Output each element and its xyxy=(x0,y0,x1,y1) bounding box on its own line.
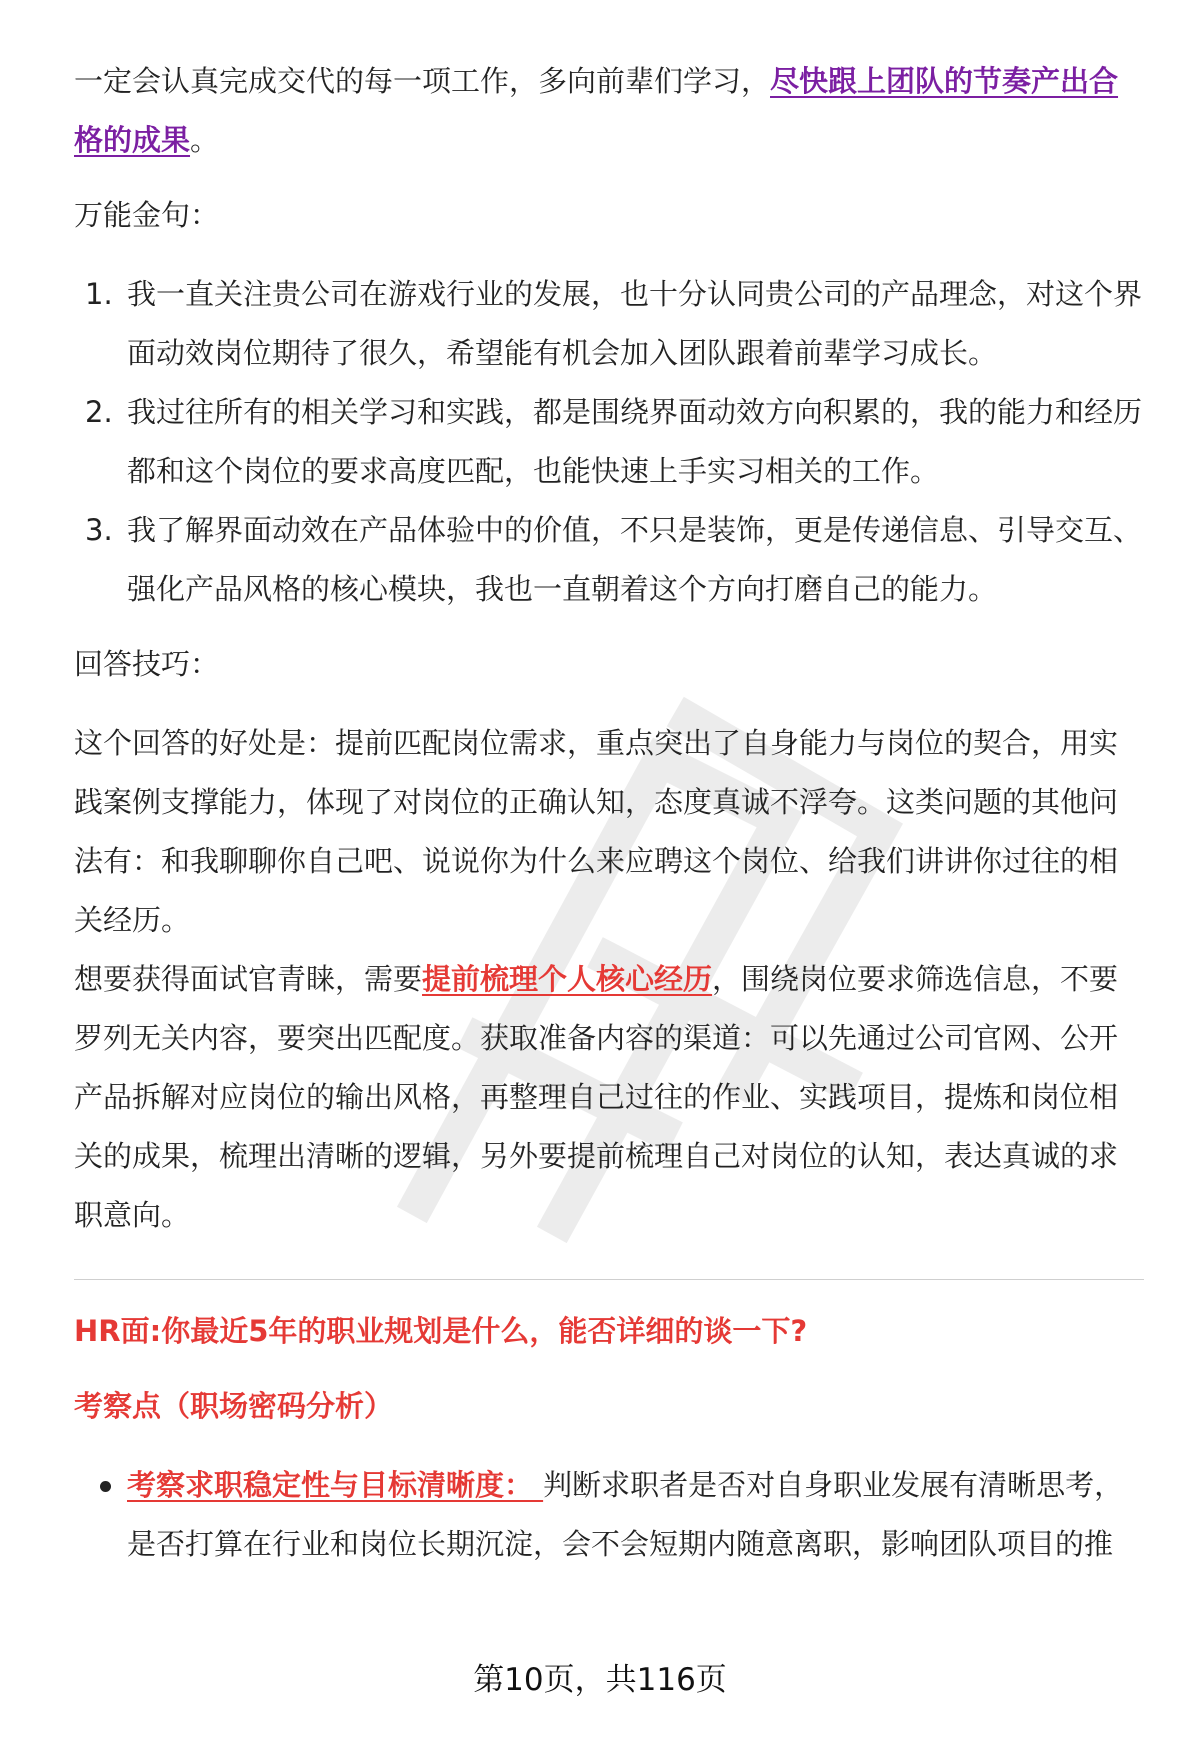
list-item xyxy=(74,501,1144,619)
page-footer: 第10页，共116页 xyxy=(473,1662,727,1698)
intro-text: 一定会认真完成交代的每一项工作，多向前辈们学习， xyxy=(74,64,771,98)
exam-list xyxy=(74,1456,1144,1574)
document-body xyxy=(74,52,1144,1574)
list-item xyxy=(74,1456,1144,1574)
section-divider xyxy=(74,1279,1144,1280)
list-item-text: 我一直关注贵公司在游戏行业的发展，也十分认同贵公司的产品理念，对这个界面动效岗位期待了很久，希望能有机会加入团队跟着前辈学习成长。 xyxy=(127,277,1143,370)
golden-label: 万能金句： xyxy=(74,198,220,232)
list-item-text: 我了解界面动效在产品体验中的价值，不只是装饰，更是传递信息、引导交互、强化产品风格的核心模块，我也一直朝着这个方向打磨自己的能力。 xyxy=(127,513,1143,606)
exam-heading: 考察点（职场密码分析） xyxy=(74,1389,394,1423)
exam-item-text: 判断求职者是否对自身职业发展有清晰思考，是否打算在行业和岗位长期沉淀，会不会短期内随意离职，影响团队项目的推 xyxy=(127,1468,1124,1561)
list-item xyxy=(74,265,1144,383)
list-item-text: 我过往所有的相关学习和实践，都是围绕界面动效方向积累的，我的能力和经历都和这个岗位的要求高度匹配，也能快速上手实习相关的工作。 xyxy=(127,395,1143,488)
list-number: 1. xyxy=(85,277,113,311)
intro-end: 。 xyxy=(190,123,220,157)
bullet-icon xyxy=(100,1481,111,1492)
list-number: 3. xyxy=(85,513,113,547)
golden-list xyxy=(74,265,1144,619)
tips-paragraph: 这个回答的好处是：提前匹配岗位需求，重点突出了自身能力与岗位的契合，用实践案例支撑能力，体现了对岗位的正确认知，态度真诚不浮夸。这类问题的其他问法有：和我聊聊你自己吧、说说你为什么来应聘这个岗位、给我们讲讲你过往的相关经历。 xyxy=(74,726,1119,937)
exam-item-highlight: 考察求职稳定性与目标清晰度： xyxy=(127,1468,544,1502)
tips-paragraph-2 xyxy=(74,950,1144,1245)
tips2-highlight: 提前梳理个人核心经历 xyxy=(422,962,713,996)
list-number: 2. xyxy=(85,395,113,429)
hr-question-heading: HR面:你最近5年的职业规划是什么，能否详细的谈一下? xyxy=(74,1314,808,1348)
intro-paragraph xyxy=(74,52,1144,170)
tips2-after: ，围绕岗位要求筛选信息，不要罗列无关内容，要突出匹配度。获取准备内容的渠道：可以先通过公司官网、公开产品拆解对应岗位的输出风格，再整理自己过往的作业、实践项目，提炼和岗位相关的成果，梳理出清晰的逻辑，另外要提前梳理自己对岗位的认知，表达真诚的求职意向。 xyxy=(74,962,1119,1232)
tips-label: 回答技巧： xyxy=(74,647,220,681)
intro-highlight: 尽快跟上团队的节奏产出合格的成果 xyxy=(74,64,1119,157)
tips2-before: 想要获得面试官青睐，需要 xyxy=(74,962,423,996)
list-item xyxy=(74,383,1144,501)
